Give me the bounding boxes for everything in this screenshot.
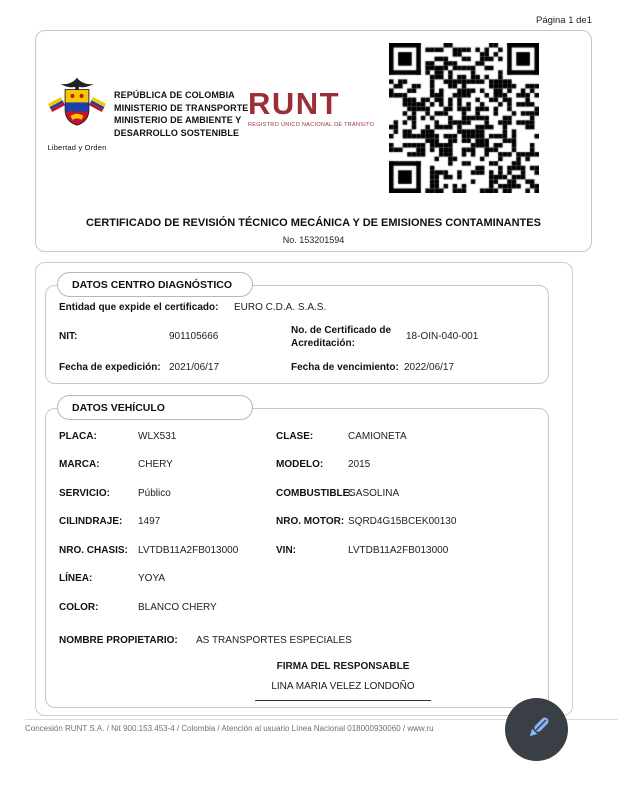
field-value: 2022/06/17 [404,362,455,373]
field-label: LÍNEA: [59,573,93,584]
field-label: CLASE: [276,431,314,442]
certificate-title: CERTIFICADO DE REVISIÓN TÉCNICO MECÁNICA Y DE EMISIONES CONTAMINANTES [86,217,541,229]
section-title-diagnostic-center: DATOS CENTRO DIAGNÓSTICO [57,272,253,297]
field-value: LVTDB11A2FB013000 [138,545,239,556]
field-label: Entidad que expide el certificado: [59,302,219,313]
qr-code [387,41,541,195]
field-label: VIN: [276,545,296,556]
field-label: NRO. MOTOR: [276,516,345,527]
field-value: CAMIONETA [348,431,407,442]
owner-value: AS TRANSPORTES ESPECIALES [196,635,352,646]
field-value: GASOLINA [348,488,400,499]
field-value: BLANCO CHERY [138,602,217,613]
coat-of-arms [40,75,114,152]
field-label: Fecha de expedición: [59,362,161,373]
signature-line [255,700,431,701]
coat-of-arms-icon [45,124,109,141]
field-label: PLACA: [59,431,97,442]
field-value: YOYA [138,573,166,584]
runt-logo-text: RUNT [248,86,341,121]
field-label: NIT: [59,331,78,342]
section-title-vehicle: DATOS VEHÍCULO [57,395,253,420]
field-label: Fecha de vencimiento: [291,362,399,373]
ministry-line: MINISTERIO DE AMBIENTE Y [114,115,242,125]
runt-logo [248,86,375,128]
ministry-line: MINISTERIO DE TRANSPORTE [114,102,249,113]
field-value: LVTDB11A2FB013000 [348,545,449,556]
ministry-line: REPÚBLICA DE COLOMBIA [114,90,235,100]
field-value: CHERY [138,459,173,470]
field-label: NRO. CHASIS: [59,545,128,556]
field-value: EURO C.D.A. S.A.S. [234,302,327,313]
field-value: WLX531 [138,431,177,442]
field-label: No. de Certificado de Acreditación: [291,325,392,349]
field-label: CILINDRAJE: [59,516,123,527]
field-label: MARCA: [59,459,100,470]
field-value: 901105666 [169,331,219,342]
signature-label: FIRMA DEL RESPONSABLE [276,661,410,672]
field-value: Público [138,488,171,499]
footer-text: Concesión RUNT S.A. / Nit 900.153.453-4 / Colombia / Atención al usuario Línea Nacional 018000930060 / www.ru [25,724,434,733]
field-value: 2015 [348,459,371,470]
field-value: 18-OIN-040-001 [406,331,479,342]
certificate-number: No. 153201594 [282,235,345,245]
section-vehicle [45,408,549,708]
annotate-button[interactable] [505,698,568,761]
ministry-line: DESARROLLO SOSTENIBLE [114,127,240,138]
section-diagnostic-center [45,285,549,384]
page-number: Página 1 de1 [536,15,592,26]
header-box [35,30,592,252]
field-label: COLOR: [59,602,99,613]
owner-label: NOMBRE PROPIETARIO: [59,635,178,646]
field-label: SERVICIO: [59,488,110,499]
field-value: SQRD4G15BCEK00130 [348,516,457,527]
field-label: COMBUSTIBLE: [276,488,353,499]
field-value: 2021/06/17 [169,362,220,373]
field-label: MODELO: [276,459,324,470]
ministry-text [114,89,248,139]
signature-name: LINA MARIA VELEZ LONDOÑO [271,681,415,692]
pen-icon [520,711,554,748]
coat-of-arms-motto: Libertad y Orden [47,143,107,152]
runt-logo-subtitle: REGISTRO ÚNICO NACIONAL DE TRÁNSITO [248,122,375,128]
field-value: 1497 [138,516,161,527]
